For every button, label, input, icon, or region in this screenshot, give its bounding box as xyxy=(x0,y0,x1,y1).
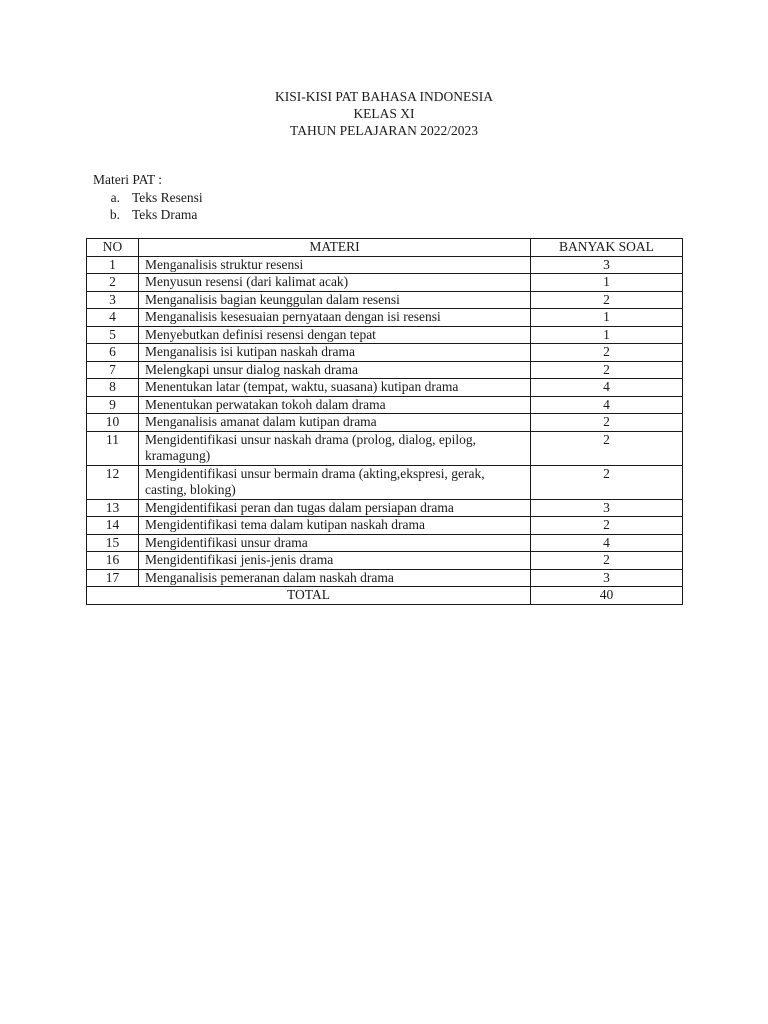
table-row xyxy=(87,379,683,397)
table-row xyxy=(87,414,683,432)
cell-materi: Mengidentifikasi tema dalam kutipan naskah drama xyxy=(139,517,531,535)
cell-no: 12 xyxy=(87,465,139,499)
cell-banyak-soal: 2 xyxy=(531,291,683,309)
table-row xyxy=(87,361,683,379)
cell-no: 16 xyxy=(87,552,139,570)
cell-banyak-soal: 2 xyxy=(531,517,683,535)
cell-no: 11 xyxy=(87,431,139,465)
cell-banyak-soal: 2 xyxy=(531,431,683,465)
header-banyak-soal: BANYAK SOAL xyxy=(531,239,683,257)
materi-pat-item-text: Teks Resensi xyxy=(132,189,203,205)
cell-no: 10 xyxy=(87,414,139,432)
materi-pat-list xyxy=(93,189,203,224)
cell-no: 9 xyxy=(87,396,139,414)
table-row xyxy=(87,309,683,327)
table-header-row xyxy=(87,239,683,257)
cell-banyak-soal: 2 xyxy=(531,465,683,499)
cell-banyak-soal: 1 xyxy=(531,274,683,292)
cell-materi: Mengidentifikasi unsur naskah drama (prolog, dialog, epilog, kramagung) xyxy=(139,431,531,465)
table-row xyxy=(87,274,683,292)
materi-pat-item xyxy=(93,206,203,224)
list-marker: a. xyxy=(110,189,120,205)
table-body xyxy=(87,256,683,587)
table-row xyxy=(87,569,683,587)
cell-banyak-soal: 2 xyxy=(531,414,683,432)
cell-no: 3 xyxy=(87,291,139,309)
cell-no: 1 xyxy=(87,256,139,274)
header-materi: MATERI xyxy=(139,239,531,257)
cell-no: 17 xyxy=(87,569,139,587)
cell-materi: Menganalisis kesesuaian pernyataan dengan isi resensi xyxy=(139,309,531,327)
cell-materi: Menganalisis amanat dalam kutipan drama xyxy=(139,414,531,432)
cell-materi: Mengidentifikasi jenis-jenis drama xyxy=(139,552,531,570)
table-row xyxy=(87,396,683,414)
cell-no: 2 xyxy=(87,274,139,292)
cell-banyak-soal: 3 xyxy=(531,256,683,274)
table-row xyxy=(87,291,683,309)
cell-banyak-soal: 4 xyxy=(531,379,683,397)
cell-no: 7 xyxy=(87,361,139,379)
cell-materi: Melengkapi unsur dialog naskah drama xyxy=(139,361,531,379)
cell-no: 8 xyxy=(87,379,139,397)
cell-banyak-soal: 2 xyxy=(531,552,683,570)
title-line-2: KELAS XI xyxy=(353,106,415,121)
cell-no: 15 xyxy=(87,534,139,552)
table-row xyxy=(87,465,683,499)
cell-banyak-soal: 3 xyxy=(531,569,683,587)
table-row xyxy=(87,326,683,344)
title-line-3: TAHUN PELAJARAN 2022/2023 xyxy=(290,123,478,138)
cell-materi: Menganalisis struktur resensi xyxy=(139,256,531,274)
kisi-kisi-table xyxy=(86,238,683,605)
table-row xyxy=(87,344,683,362)
cell-materi: Menganalisis isi kutipan naskah drama xyxy=(139,344,531,362)
table-row xyxy=(87,517,683,535)
materi-pat-label: Materi PAT : xyxy=(93,172,163,187)
cell-banyak-soal: 1 xyxy=(531,326,683,344)
cell-no: 6 xyxy=(87,344,139,362)
header-no: NO xyxy=(87,239,139,257)
cell-banyak-soal: 2 xyxy=(531,361,683,379)
cell-no: 13 xyxy=(87,499,139,517)
total-value: 40 xyxy=(531,587,683,605)
table-row xyxy=(87,431,683,465)
table-row xyxy=(87,534,683,552)
list-marker: b. xyxy=(109,207,120,222)
cell-banyak-soal: 1 xyxy=(531,309,683,327)
total-label: TOTAL xyxy=(87,587,531,605)
table-total-row xyxy=(87,587,683,605)
cell-banyak-soal: 3 xyxy=(531,499,683,517)
cell-materi: Menganalisis bagian keunggulan dalam resensi xyxy=(139,291,531,309)
cell-no: 14 xyxy=(87,517,139,535)
cell-banyak-soal: 4 xyxy=(531,396,683,414)
cell-banyak-soal: 2 xyxy=(531,344,683,362)
cell-materi: Mengidentifikasi unsur bermain drama (akting,ekspresi, gerak, casting, bloking) xyxy=(139,465,531,499)
cell-materi: Mengidentifikasi peran dan tugas dalam persiapan drama xyxy=(139,499,531,517)
materi-pat-item-text: Teks Drama xyxy=(132,207,198,222)
cell-no: 5 xyxy=(87,326,139,344)
cell-materi: Menentukan perwatakan tokoh dalam drama xyxy=(139,396,531,414)
table-row xyxy=(87,552,683,570)
title-line-1: KISI-KISI PAT BAHASA INDONESIA xyxy=(275,89,493,104)
table-row xyxy=(87,499,683,517)
cell-banyak-soal: 4 xyxy=(531,534,683,552)
cell-materi: Menentukan latar (tempat, waktu, suasana) kutipan drama xyxy=(139,379,531,397)
document-title xyxy=(0,88,768,139)
table-row xyxy=(87,256,683,274)
materi-pat-section xyxy=(93,171,203,224)
cell-materi: Mengidentifikasi unsur drama xyxy=(139,534,531,552)
cell-materi: Menyusun resensi (dari kalimat acak) xyxy=(139,274,531,292)
cell-materi: Menyebutkan definisi resensi dengan tepat xyxy=(139,326,531,344)
cell-no: 4 xyxy=(87,309,139,327)
cell-materi: Menganalisis pemeranan dalam naskah drama xyxy=(139,569,531,587)
materi-pat-item xyxy=(93,189,203,207)
